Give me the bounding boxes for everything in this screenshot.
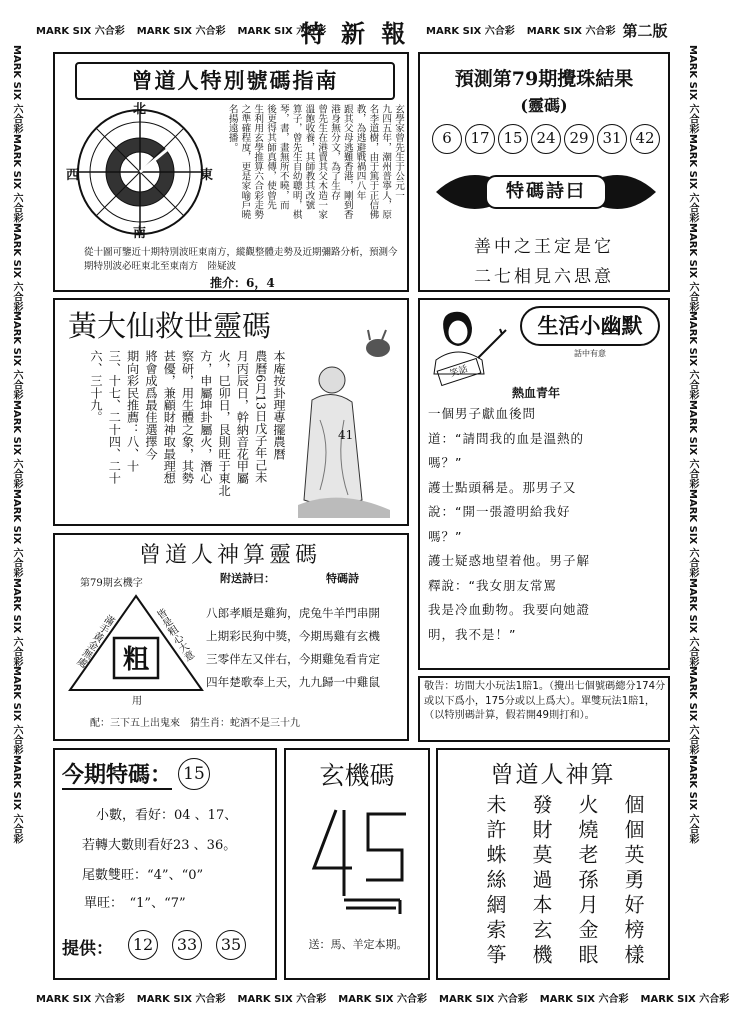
divine-note: 配：三下五上出鬼來 猜生肖：蛇酒不是三十九 [90,718,300,729]
divine-title: 曾道人神算靈碼 [138,543,321,568]
huang-column: 六、三十九。 [89,350,104,424]
zeng-title: 曾道人神算 [490,762,616,788]
border-brand-text: MARK SIX 六合彩 [687,488,698,578]
compass-bio-column: 算子，曾先生自幼聰明，棋 [290,104,302,220]
zeng-column: 個個英勇好榜樣 [621,794,645,969]
border-brand-text: MARK SIX 六合彩 [687,222,698,312]
divine-triangle-left: 滿手黃金無處 [73,611,116,669]
compass-title-box: 曾道人特別號碼指南 [75,62,395,100]
humor-line: 護士疑惑地望着他。男子解 [428,553,591,568]
top-border-strip-right [420,22,616,38]
bottom-border-strip [30,990,730,1006]
humor-line: 道：“請問我的血是溫熱的 [428,430,584,446]
compass-bio-column: 生利用玄學推算六合彩走勢 [252,104,264,220]
top-border-strip [30,22,327,38]
border-brand-text: MARK SIX 六合彩 [36,994,125,1005]
compass-bio-column: 曾先生在港賣其父木造一家 [316,104,328,220]
special-line-2: 若轉大數則看好23 、36。 [82,838,237,853]
compass-bio-column: 後更得其師真傳，使曾先 [265,104,277,210]
humor-line: 明，我不是！” [428,626,517,642]
border-brand-text: MARK SIX 六合彩 [526,26,616,37]
compass-diagram [62,100,220,240]
humor-line: 嗎？” [428,455,463,470]
huang-column: 方，申屬坤卦屬火，潛心 [198,350,213,485]
page-title: 特 新 報 [300,19,410,48]
compass-bio-column: 跟其父母逃難香港，剛到香 [341,104,353,220]
humor-title: 生活小幽默 [520,306,660,346]
special-title: 今期特碼： [62,758,172,790]
border-brand-text: MARK SIX 六合彩 [11,755,22,844]
zeng-column: 發財莫過本玄機 [529,794,553,969]
huang-column: 月丙辰日，幹納音花甲屬 [235,350,250,485]
huang-text [86,350,288,520]
prediction-number-ball: 6 [432,124,462,154]
prediction-number-ball: 42 [630,124,660,154]
huang-column: 本庵按卦理專擺農曆 [272,350,286,460]
huang-column: 察研，用生體之象，其勢 [180,350,195,485]
compass-bio-column: 港身無分文，為了生存 [329,104,341,200]
border-brand-text: MARK SIX 六合彩 [11,666,22,755]
prediction-number-ball: 29 [564,124,594,154]
zeng-column: 火燒老孫月金眼 [575,794,599,969]
border-brand-text: MARK SIX 六合彩 [136,994,226,1005]
compass-bio-column: 溫飽收養，其師教其改號 [303,104,315,210]
divine-poem [206,602,406,698]
special-line-1: 小數，看好：04 、17、 [96,808,238,823]
border-brand-text: MARK SIX 六合彩 [426,26,515,37]
huang-title: 黃大仙救世靈碼 [68,309,272,343]
divine-code-label: 特碼詩 [326,572,359,585]
compass-west-label: 西 [66,168,80,183]
border-brand-text: MARK SIX 六合彩 [11,311,22,400]
prediction-number-ball: 17 [465,124,495,154]
xuanji-glyph-value: 45 [400,812,402,813]
border-brand-text: MARK SIX 六合彩 [640,994,730,1005]
prediction-number-ball: 31 [597,124,627,154]
divine-poem-line: 八郎孝順是雞狗，虎兔牛羊門串開 [206,606,380,620]
deity-figure [290,310,404,520]
divine-poem-line: 四年楚歌奉上天，九九歸一中雞鼠 [206,675,380,689]
border-brand-text: MARK SIX 六合彩 [11,222,22,312]
huang-column: 期向彩民推薦：八、十 [125,350,140,472]
humor-line: 一個男子獻血後問 [428,406,537,421]
border-brand-text: MARK SIX 六合彩 [687,311,698,400]
border-brand-text: MARK SIX 六合彩 [237,26,327,37]
huang-column: 甚優，兼顧財神取最理想 [162,350,177,485]
special-number: 15 [178,758,210,790]
special-line-3: 尾數雙旺：“4”、“0” [82,868,204,883]
humor-line: 嗎？” [428,528,463,544]
zeng-verse [466,794,656,970]
divine-poem-label: 附送詩曰： [220,572,275,585]
compass-bio-column: 之準確程度，更是家喻戶曉 [239,104,251,220]
compass-recommend: 推介：6，4 [210,276,275,290]
humor-line: 護士點頭稱是。那男子又 [428,479,577,495]
prediction-number-ball: 24 [531,124,561,154]
special-line-4: 單旺： “1”、“7” [84,896,186,911]
humor-story [428,402,664,664]
divine-triangle-right: 皆是粗心大意 [152,607,195,664]
xuanji-glyph [306,808,416,916]
divine-poem-line: 三零伴左又伴右，今期雞兔看肯定 [206,652,380,666]
divine-issue-label: 第79期玄機字 [80,578,143,589]
divine-triangle-bottom: 用 [132,696,142,707]
border-brand-text: MARK SIX 六合彩 [687,45,698,134]
right-border-strip [684,45,700,985]
compass-bio-text [222,104,404,240]
zeng-column: 未許蛛絲網索筝 [483,794,507,969]
huang-column: 農曆6月13日戊子年己未 [253,350,268,484]
compass-bio-column: 玄學家曾先生于公元一 [393,104,404,200]
border-brand-text: MARK SIX 六合彩 [11,133,22,223]
compass-bio-column: 九四五年，潮州普寧人，原 [380,104,392,220]
deity-figure-number: 41 [338,428,354,442]
compass-east-label: 東 [200,168,214,183]
humor-line: 釋說：“我女朋友常罵 [428,577,557,593]
left-border-strip [8,45,24,985]
poem-banner [432,168,660,216]
huang-column: 將會成爲最佳選擇今 [143,350,158,460]
prediction-numbers [432,124,664,154]
poem-banner-text: 特碼詩曰 [506,181,586,202]
page-label: 第二版 [622,22,668,40]
provide-number-ball: 12 [128,930,158,960]
border-brand-text: MARK SIX 六合彩 [687,400,698,489]
border-brand-text: MARK SIX 六合彩 [11,400,22,489]
poem-line-2: 二七相見六思意 [474,267,614,287]
divine-center-char: 粗 [122,645,149,675]
provide-number-ball: 33 [172,930,202,960]
border-brand-text: MARK SIX 六合彩 [687,133,698,223]
prediction-number-ball: 15 [498,124,528,154]
border-brand-text: MARK SIX 六合彩 [11,488,22,578]
prediction-title: 預測第79期攪珠結果 [454,68,634,90]
compass-bio-column: 名揚遠播。 [226,104,238,152]
compass-north-label: 北 [133,102,147,117]
humor-line: 說：“開一張證明給我好 [428,504,571,519]
huang-column: 三、十七、二十四、二十 [107,350,122,485]
prediction-subtitle: (靈碼) [520,96,568,115]
humor-subtitle: 話中有意 [574,349,606,358]
compass-bio-column: 名李道樹，由于篤于正信佛 [367,104,379,220]
border-brand-text: MARK SIX 六合彩 [687,666,698,755]
border-brand-text: MARK SIX 六合彩 [136,26,226,37]
border-brand-text: MARK SIX 六合彩 [237,994,327,1005]
compass-bio-column: 琴，書，畫無所不曉，而 [277,104,289,210]
provide-number-ball: 35 [216,930,246,960]
humor-sign: 笑話 [437,358,482,386]
divine-poem-line: 上期彩民狗中獎，今期馬雞有玄機 [206,629,380,643]
provide-label: 提供： [62,939,113,959]
border-brand-text: MARK SIX 六合彩 [439,994,528,1005]
compass-analysis: 從十圖可鑒近十期特別波旺東南方，縱觀整體走勢及近期彌路分析，預測今期特別波必旺東北至東南方 陸疑波 [84,247,398,272]
poem-line-1: 善中之王定是它 [474,237,614,257]
border-brand-text: MARK SIX 六合彩 [11,577,22,667]
humor-line: 我是冷血動物。我要向她證 [428,602,591,617]
border-brand-text: MARK SIX 六合彩 [687,755,698,844]
border-brand-text: MARK SIX 六合彩 [687,577,698,667]
border-brand-text: MARK SIX 六合彩 [338,994,427,1005]
xuanji-title: 玄機碼 [319,761,395,790]
border-brand-text: MARK SIX 六合彩 [36,26,125,37]
compass-south-label: 南 [133,226,147,241]
border-brand-text: MARK SIX 六合彩 [11,45,22,134]
huang-column: 火，巳卯日，艮則旺于東北 [217,350,232,497]
notice-text: 敬告：坊間大小玩法1賠1。（攪出七個號碼總分174分或以下爲小，175分或以上爲大）。單雙玩法1賠1，（以特別碼計算，假若開49則打和）。 [424,681,666,721]
provide-numbers [128,930,268,962]
border-brand-text: MARK SIX 六合彩 [539,994,629,1005]
compass-bio-column: 教，為逃避戰禍四八年 [354,104,366,200]
xuanji-note: 送：馬、羊定本期。 [308,938,408,951]
humor-story-title: 熱血青年 [512,386,561,400]
